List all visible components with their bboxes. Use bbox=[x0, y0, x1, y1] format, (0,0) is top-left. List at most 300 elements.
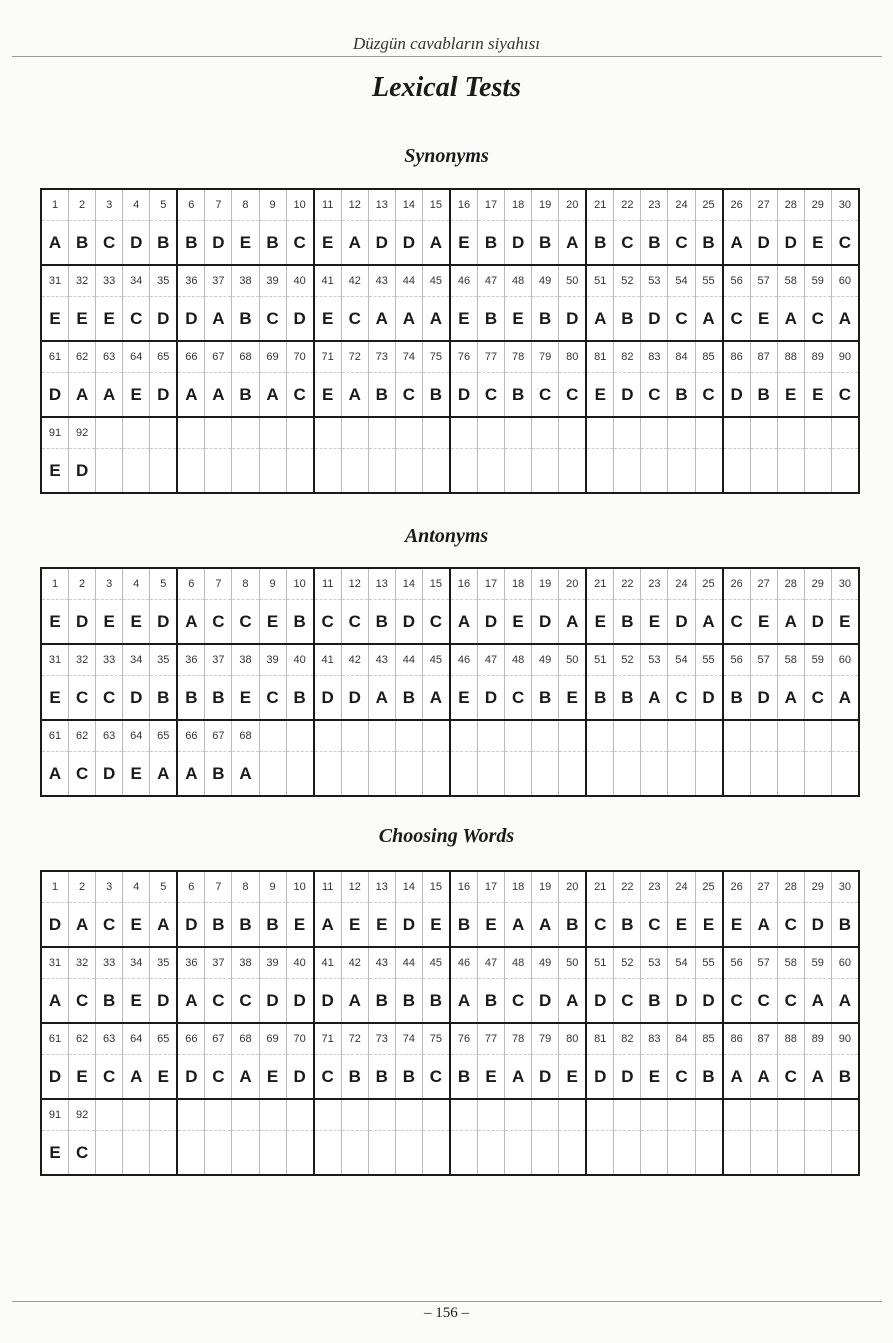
question-number: 84 bbox=[668, 1024, 694, 1055]
answer-cell bbox=[505, 342, 532, 416]
answer-letter: C bbox=[429, 1067, 443, 1086]
answer-letter: D bbox=[75, 461, 89, 480]
question-number: 82 bbox=[614, 342, 640, 373]
answer-letter: B bbox=[348, 1067, 361, 1086]
answer-cell bbox=[478, 266, 505, 340]
question-number: 3 bbox=[96, 872, 122, 903]
answer-letter: D bbox=[185, 309, 198, 328]
answer-letter bbox=[478, 752, 504, 795]
question-number: 61 bbox=[42, 342, 68, 373]
answer-cell bbox=[614, 569, 641, 643]
question-number bbox=[369, 418, 395, 449]
answer-letter: B bbox=[266, 233, 279, 252]
answer-cell bbox=[315, 1100, 342, 1174]
question-number: 57 bbox=[751, 645, 777, 676]
answer-letter: E bbox=[321, 309, 334, 328]
answer-letter bbox=[96, 1131, 122, 1174]
question-number: 25 bbox=[696, 190, 722, 221]
answer-cell bbox=[342, 342, 369, 416]
answer-letter bbox=[641, 449, 667, 492]
answer-cell bbox=[69, 569, 96, 643]
answer-letter bbox=[369, 752, 395, 795]
answer-letter: A bbox=[212, 385, 225, 404]
question-number: 87 bbox=[751, 342, 777, 373]
question-number: 86 bbox=[724, 1024, 750, 1055]
question-number: 60 bbox=[832, 645, 858, 676]
answer-cell bbox=[342, 1100, 369, 1174]
answer-letter: B bbox=[539, 688, 552, 707]
answer-letter: B bbox=[157, 688, 170, 707]
question-number bbox=[559, 418, 585, 449]
answer-cell bbox=[532, 1024, 559, 1098]
answer-letter: B bbox=[429, 991, 443, 1010]
answer-cell bbox=[96, 1100, 123, 1174]
answer-cell bbox=[451, 948, 478, 1022]
question-number: 54 bbox=[668, 266, 694, 297]
answer-cell bbox=[315, 190, 342, 264]
answer-letter: C bbox=[757, 991, 770, 1010]
answer-letter: D bbox=[293, 991, 306, 1010]
answer-letter: B bbox=[702, 1067, 715, 1086]
question-number: 69 bbox=[260, 342, 286, 373]
answer-cell bbox=[832, 569, 858, 643]
answer-letter: E bbox=[321, 233, 334, 252]
answer-cell bbox=[478, 190, 505, 264]
answer-cell bbox=[614, 190, 641, 264]
question-number bbox=[668, 721, 694, 752]
answer-letter: E bbox=[49, 612, 61, 631]
answer-cell bbox=[423, 1100, 451, 1174]
answer-letter bbox=[423, 1131, 449, 1174]
question-number: 9 bbox=[260, 190, 286, 221]
answer-cell bbox=[287, 190, 315, 264]
question-number: 1 bbox=[42, 872, 68, 903]
answer-letter bbox=[832, 752, 858, 795]
question-number bbox=[641, 1100, 667, 1131]
answer-cell bbox=[587, 1100, 614, 1174]
question-number: 77 bbox=[478, 1024, 504, 1055]
question-number: 59 bbox=[805, 645, 831, 676]
answer-letter bbox=[778, 449, 804, 492]
answer-cell bbox=[805, 266, 832, 340]
answer-letter: B bbox=[511, 385, 525, 404]
question-number bbox=[423, 1100, 449, 1131]
answer-cell bbox=[559, 266, 587, 340]
question-number: 18 bbox=[505, 190, 531, 221]
answer-cell bbox=[123, 569, 150, 643]
question-number bbox=[668, 1100, 694, 1131]
question-number: 52 bbox=[614, 948, 640, 979]
answer-letter: B bbox=[539, 233, 552, 252]
question-number: 17 bbox=[478, 872, 504, 903]
question-number: 21 bbox=[587, 569, 613, 600]
answer-letter bbox=[832, 449, 858, 492]
answer-letter bbox=[478, 1131, 504, 1174]
question-number: 72 bbox=[342, 1024, 368, 1055]
answer-cell bbox=[260, 721, 287, 795]
answer-letter: A bbox=[730, 233, 743, 252]
answer-cell bbox=[369, 190, 396, 264]
question-number bbox=[369, 721, 395, 752]
answer-letter: D bbox=[48, 385, 62, 404]
answer-letter: C bbox=[293, 385, 306, 404]
question-number: 92 bbox=[69, 418, 95, 449]
answer-letter: A bbox=[348, 385, 361, 404]
answer-cell bbox=[696, 645, 724, 719]
answer-letter: A bbox=[757, 915, 770, 934]
answer-cell bbox=[505, 569, 532, 643]
answer-letter: D bbox=[811, 915, 824, 934]
question-number: 6 bbox=[178, 872, 204, 903]
answer-cell bbox=[232, 1024, 259, 1098]
question-number: 21 bbox=[587, 190, 613, 221]
answer-letter: B bbox=[702, 233, 715, 252]
question-number: 53 bbox=[641, 645, 667, 676]
answer-letter: C bbox=[730, 612, 743, 631]
question-number: 40 bbox=[287, 645, 313, 676]
answer-cell bbox=[150, 948, 178, 1022]
answer-cell bbox=[668, 1024, 695, 1098]
answer-cell bbox=[805, 1100, 832, 1174]
question-number: 79 bbox=[532, 342, 558, 373]
answer-letter: D bbox=[157, 612, 170, 631]
question-number: 7 bbox=[205, 872, 231, 903]
question-number: 73 bbox=[369, 342, 395, 373]
answer-cell bbox=[369, 872, 396, 946]
answer-letter: B bbox=[103, 991, 116, 1010]
answer-letter: E bbox=[458, 309, 470, 328]
answer-cell bbox=[205, 872, 232, 946]
answer-letter: E bbox=[757, 309, 770, 328]
answer-letter: E bbox=[103, 612, 115, 631]
question-number bbox=[587, 418, 613, 449]
answer-letter: A bbox=[838, 309, 851, 328]
answer-letter: C bbox=[239, 991, 252, 1010]
question-number: 49 bbox=[532, 266, 558, 297]
choosing-words-answer-grid bbox=[40, 870, 860, 1176]
answer-cell bbox=[805, 418, 832, 492]
question-number: 25 bbox=[696, 569, 722, 600]
question-number: 79 bbox=[532, 1024, 558, 1055]
question-number bbox=[123, 1100, 149, 1131]
answer-letter bbox=[342, 449, 368, 492]
answer-cell bbox=[69, 342, 96, 416]
answer-cell bbox=[96, 948, 123, 1022]
answer-letter: D bbox=[185, 1067, 198, 1086]
answer-letter: A bbox=[321, 915, 334, 934]
answer-cell bbox=[123, 948, 150, 1022]
answer-letter bbox=[559, 1131, 585, 1174]
answer-cell bbox=[123, 721, 150, 795]
question-number: 24 bbox=[668, 190, 694, 221]
question-number bbox=[505, 1100, 531, 1131]
question-number: 53 bbox=[641, 948, 667, 979]
question-number bbox=[287, 721, 313, 752]
question-number: 4 bbox=[123, 190, 149, 221]
answer-letter: C bbox=[784, 991, 797, 1010]
question-number: 16 bbox=[451, 190, 477, 221]
answer-letter: E bbox=[293, 915, 306, 934]
answer-cell bbox=[478, 948, 505, 1022]
answer-letter: B bbox=[648, 991, 661, 1010]
question-number: 20 bbox=[559, 190, 585, 221]
answer-letter: A bbox=[103, 385, 116, 404]
question-number: 34 bbox=[123, 266, 149, 297]
answer-letter: D bbox=[702, 991, 715, 1010]
answer-letter: C bbox=[321, 1067, 334, 1086]
answer-letter: B bbox=[457, 915, 471, 934]
answer-letter bbox=[805, 449, 831, 492]
answer-letter bbox=[342, 1131, 368, 1174]
answer-letter bbox=[178, 1131, 204, 1174]
question-number: 8 bbox=[232, 190, 258, 221]
answer-letter: E bbox=[130, 915, 142, 934]
answer-letter: E bbox=[730, 915, 743, 934]
question-number: 62 bbox=[69, 1024, 95, 1055]
answer-letter: E bbox=[512, 309, 524, 328]
answer-letter: E bbox=[785, 385, 797, 404]
question-number bbox=[205, 1100, 231, 1131]
answer-letter: B bbox=[75, 233, 89, 252]
answer-letter: B bbox=[212, 764, 225, 783]
answer-cell bbox=[532, 342, 559, 416]
answer-cell bbox=[668, 569, 695, 643]
answer-cell bbox=[178, 1100, 205, 1174]
answer-cell bbox=[205, 418, 232, 492]
question-number: 46 bbox=[451, 645, 477, 676]
answer-letter: E bbox=[349, 915, 361, 934]
answer-cell bbox=[232, 1100, 259, 1174]
question-number: 39 bbox=[260, 266, 286, 297]
answer-letter bbox=[260, 449, 286, 492]
answer-cell bbox=[205, 190, 232, 264]
answer-cell bbox=[232, 872, 259, 946]
question-number: 19 bbox=[532, 872, 558, 903]
answer-cell bbox=[396, 872, 423, 946]
question-number: 55 bbox=[696, 266, 722, 297]
answer-cell bbox=[69, 1100, 96, 1174]
question-number: 55 bbox=[696, 948, 722, 979]
answer-letter: B bbox=[293, 688, 306, 707]
answer-cell bbox=[451, 721, 478, 795]
answer-letter: A bbox=[429, 233, 443, 252]
answer-letter bbox=[423, 449, 449, 492]
answer-cell bbox=[641, 190, 668, 264]
answer-cell bbox=[342, 721, 369, 795]
answer-cell bbox=[778, 948, 805, 1022]
answer-letter: C bbox=[648, 915, 661, 934]
answer-cell bbox=[123, 342, 150, 416]
answer-cell bbox=[287, 645, 315, 719]
question-number: 91 bbox=[42, 1100, 68, 1131]
answer-cell bbox=[451, 266, 478, 340]
answer-letter: A bbox=[185, 764, 198, 783]
question-number bbox=[668, 418, 694, 449]
question-number: 84 bbox=[668, 342, 694, 373]
answer-letter bbox=[315, 1131, 341, 1174]
answer-cell bbox=[587, 266, 614, 340]
answer-cell bbox=[505, 266, 532, 340]
answer-letter bbox=[342, 752, 368, 795]
answer-letter bbox=[532, 1131, 558, 1174]
question-number: 43 bbox=[369, 645, 395, 676]
question-number bbox=[724, 418, 750, 449]
answer-letter: B bbox=[621, 915, 634, 934]
answer-row bbox=[42, 1100, 858, 1174]
answer-letter bbox=[232, 1131, 258, 1174]
answer-cell bbox=[260, 1100, 287, 1174]
answer-letter bbox=[668, 449, 694, 492]
answer-cell bbox=[751, 721, 778, 795]
answer-cell bbox=[832, 948, 858, 1022]
question-number: 56 bbox=[724, 948, 750, 979]
question-number: 47 bbox=[478, 266, 504, 297]
question-number: 51 bbox=[587, 948, 613, 979]
answer-letter: E bbox=[130, 385, 142, 404]
question-number: 21 bbox=[587, 872, 613, 903]
answer-letter: A bbox=[566, 612, 579, 631]
question-number: 16 bbox=[451, 872, 477, 903]
answer-letter: B bbox=[402, 688, 415, 707]
answer-cell bbox=[396, 645, 423, 719]
answer-letter: D bbox=[539, 991, 552, 1010]
answer-cell bbox=[532, 1100, 559, 1174]
answer-cell bbox=[505, 1100, 532, 1174]
question-number: 1 bbox=[42, 569, 68, 600]
answer-cell bbox=[315, 721, 342, 795]
answer-cell bbox=[260, 342, 287, 416]
answer-letter bbox=[668, 752, 694, 795]
answer-cell bbox=[805, 721, 832, 795]
question-number: 13 bbox=[369, 872, 395, 903]
answer-letter: E bbox=[266, 1067, 279, 1086]
answer-letter: B bbox=[375, 991, 388, 1010]
answer-letter: D bbox=[648, 309, 661, 328]
answer-cell bbox=[69, 645, 96, 719]
answer-letter: D bbox=[811, 612, 824, 631]
question-number bbox=[232, 418, 258, 449]
answer-cell bbox=[478, 721, 505, 795]
answer-cell bbox=[42, 721, 69, 795]
answer-cell bbox=[451, 1024, 478, 1098]
answer-letter: E bbox=[49, 1143, 61, 1162]
answer-cell bbox=[778, 266, 805, 340]
synonyms-answer-grid bbox=[40, 188, 860, 494]
answer-cell bbox=[42, 1100, 69, 1174]
answer-cell bbox=[832, 872, 858, 946]
answer-cell bbox=[232, 569, 259, 643]
answer-letter: E bbox=[321, 385, 334, 404]
answer-letter bbox=[587, 752, 613, 795]
answer-cell bbox=[423, 342, 451, 416]
answer-letter: A bbox=[48, 991, 62, 1010]
question-number bbox=[205, 418, 231, 449]
answer-letter: A bbox=[566, 233, 579, 252]
question-number: 46 bbox=[451, 948, 477, 979]
answer-letter: A bbox=[75, 915, 89, 934]
answer-cell bbox=[315, 418, 342, 492]
answer-cell bbox=[396, 721, 423, 795]
answer-letter: A bbox=[811, 1067, 824, 1086]
answer-cell bbox=[178, 569, 205, 643]
answer-cell bbox=[342, 1024, 369, 1098]
answer-cell bbox=[96, 872, 123, 946]
answer-letter bbox=[587, 449, 613, 492]
answer-letter: C bbox=[103, 688, 116, 707]
answer-letter: C bbox=[266, 688, 279, 707]
answer-cell bbox=[832, 418, 858, 492]
question-number: 53 bbox=[641, 266, 667, 297]
answer-letter: E bbox=[266, 612, 279, 631]
answer-letter: D bbox=[484, 612, 498, 631]
answer-cell bbox=[614, 342, 641, 416]
question-number: 31 bbox=[42, 948, 68, 979]
question-number: 71 bbox=[315, 342, 341, 373]
answer-letter: D bbox=[75, 612, 89, 631]
question-number: 36 bbox=[178, 645, 204, 676]
answer-cell bbox=[150, 190, 178, 264]
question-number: 35 bbox=[150, 266, 176, 297]
answer-letter: D bbox=[157, 385, 170, 404]
question-number bbox=[559, 1100, 585, 1131]
answer-row bbox=[42, 569, 858, 645]
question-number: 57 bbox=[751, 266, 777, 297]
answer-letter: E bbox=[458, 688, 470, 707]
question-number: 12 bbox=[342, 190, 368, 221]
answer-letter: E bbox=[485, 1067, 497, 1086]
question-number: 10 bbox=[287, 569, 313, 600]
answer-cell bbox=[260, 569, 287, 643]
answer-cell bbox=[805, 948, 832, 1022]
question-number: 90 bbox=[832, 342, 858, 373]
question-number: 65 bbox=[150, 342, 176, 373]
question-number bbox=[260, 418, 286, 449]
question-number: 63 bbox=[96, 1024, 122, 1055]
question-number: 65 bbox=[150, 721, 176, 752]
answer-letter bbox=[724, 752, 750, 795]
question-number: 71 bbox=[315, 1024, 341, 1055]
answer-cell bbox=[451, 872, 478, 946]
answer-cell bbox=[668, 1100, 695, 1174]
answer-cell bbox=[232, 342, 259, 416]
answer-letter: C bbox=[75, 764, 89, 783]
question-number: 36 bbox=[178, 266, 204, 297]
question-number: 78 bbox=[505, 342, 531, 373]
answer-cell bbox=[315, 569, 342, 643]
answer-cell bbox=[832, 721, 858, 795]
question-number: 16 bbox=[451, 569, 477, 600]
question-number bbox=[315, 721, 341, 752]
question-number bbox=[805, 721, 831, 752]
answer-letter: A bbox=[239, 764, 252, 783]
question-number bbox=[287, 1100, 313, 1131]
answer-letter bbox=[260, 1131, 286, 1174]
antonyms-answer-grid bbox=[40, 567, 860, 797]
answer-letter: C bbox=[293, 233, 306, 252]
answer-cell bbox=[641, 721, 668, 795]
answer-cell bbox=[232, 645, 259, 719]
answer-letter: C bbox=[811, 309, 824, 328]
answer-cell bbox=[42, 342, 69, 416]
answer-letter: B bbox=[566, 915, 579, 934]
answer-cell bbox=[478, 872, 505, 946]
answer-cell bbox=[505, 418, 532, 492]
question-number: 33 bbox=[96, 645, 122, 676]
answer-cell bbox=[123, 645, 150, 719]
question-number: 26 bbox=[724, 569, 750, 600]
answer-cell bbox=[315, 342, 342, 416]
question-number: 39 bbox=[260, 948, 286, 979]
